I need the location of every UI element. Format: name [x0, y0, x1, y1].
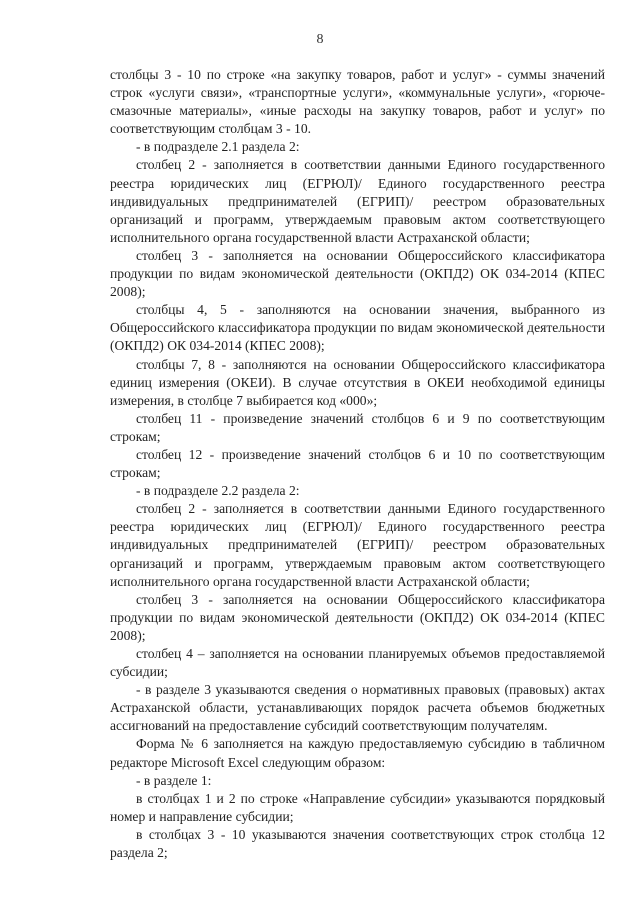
paragraph-10: столбец 2 - заполняется в соответствии данными Единого государственного реестра юридических лиц (ЕГРЮЛ)/ Единого государственного реестра индивидуальных предпринимателей (ЕГРИП)/ реестром образовательных организаций и программ, утверждаемым правовым актом соответствующего исполнительного органа государственной власти Астраханской области; [110, 501, 605, 589]
paragraph-12: столбец 4 – заполняется на основании планируемых объемов предоставляемой субсидии; [110, 646, 605, 680]
paragraph-2: - в подразделе 2.1 раздела 2: [136, 139, 300, 155]
paragraph-17: в столбцах 3 - 10 указываются значения соответствующих строк столбца 12 раздела 2; [110, 826, 605, 861]
paragraph-14: Форма № 6 заполняется на каждую предоставляемую субсидию в табличном редакторе Microsoft Excel следующим образом: [110, 736, 605, 770]
paragraph-4: столбец 3 - заполняется на основании Общероссийского классификатора продукции по видам экономической деятельности (ОКПД2) ОК 034-2014 (КПЕС 2008); [110, 247, 605, 300]
paragraph-9: - в подразделе 2.2 раздела 2: [136, 483, 300, 499]
paragraph-16: в столбцах 1 и 2 по строке «Направление субсидии» указываются порядковый номер и направление субсидии; [110, 790, 605, 824]
page-number: 8 [316, 32, 324, 47]
paragraph-3: столбец 2 - заполняется в соответствии данными Единого государственного реестра юридических лиц (ЕГРЮЛ)/ Единого государственного реестра индивидуальных предпринимателей (ЕГРИП)/ реестром образовательных организаций и программ, утверждаемым правовым актом соответствующего исполнительного органа государственной власти Астраханской области; [110, 157, 605, 245]
paragraph-1: столбцы 3 - 10 по строке «на закупку товаров, работ и услуг» - суммы значений строк «услуги связи», «транспортные услуги», «коммунальные услуги», «горюче-смазочные материалы», «иные расходы на закупку товаров, работ и услуг» по соответствующим столбцам 3 - 10. [110, 67, 605, 137]
paragraph-15: - в разделе 1: [136, 772, 212, 788]
paragraph-6: столбцы 7, 8 - заполняются на основании Общероссийского классификатора единиц измерения (ОКЕИ). В случае отсутствия в ОКЕИ необходимой единицы измерения, в столбце 7 выбирается код «000»; [110, 356, 605, 408]
paragraph-8: столбец 12 - произведение значений столбцов 6 и 10 по соответствующим строкам; [110, 446, 605, 481]
paragraph-7: столбец 11 - произведение значений столбцов 6 и 9 по соответствующим строкам; [110, 410, 605, 444]
paragraph-5: столбцы 4, 5 - заполняются на основании значения, выбранного из Общероссийского классификатора продукции по видам экономической деятельности (ОКПД2) ОК 034-2014 (КПЕС 2008); [110, 302, 605, 354]
document-body [110, 66, 605, 862]
paragraph-13: - в разделе 3 указываются сведения о нормативных правовых (правовых) актах Астраханской области, устанавливающих порядок расчета объемов бюджетных ассигнований на предоставление субсидий соответствующим получателям. [110, 682, 605, 734]
paragraph-11: столбец 3 - заполняется на основании Общероссийского классификатора продукции по видам экономической деятельности (ОКПД2) ОК 034-2014 (КПЕС 2008); [110, 591, 605, 643]
